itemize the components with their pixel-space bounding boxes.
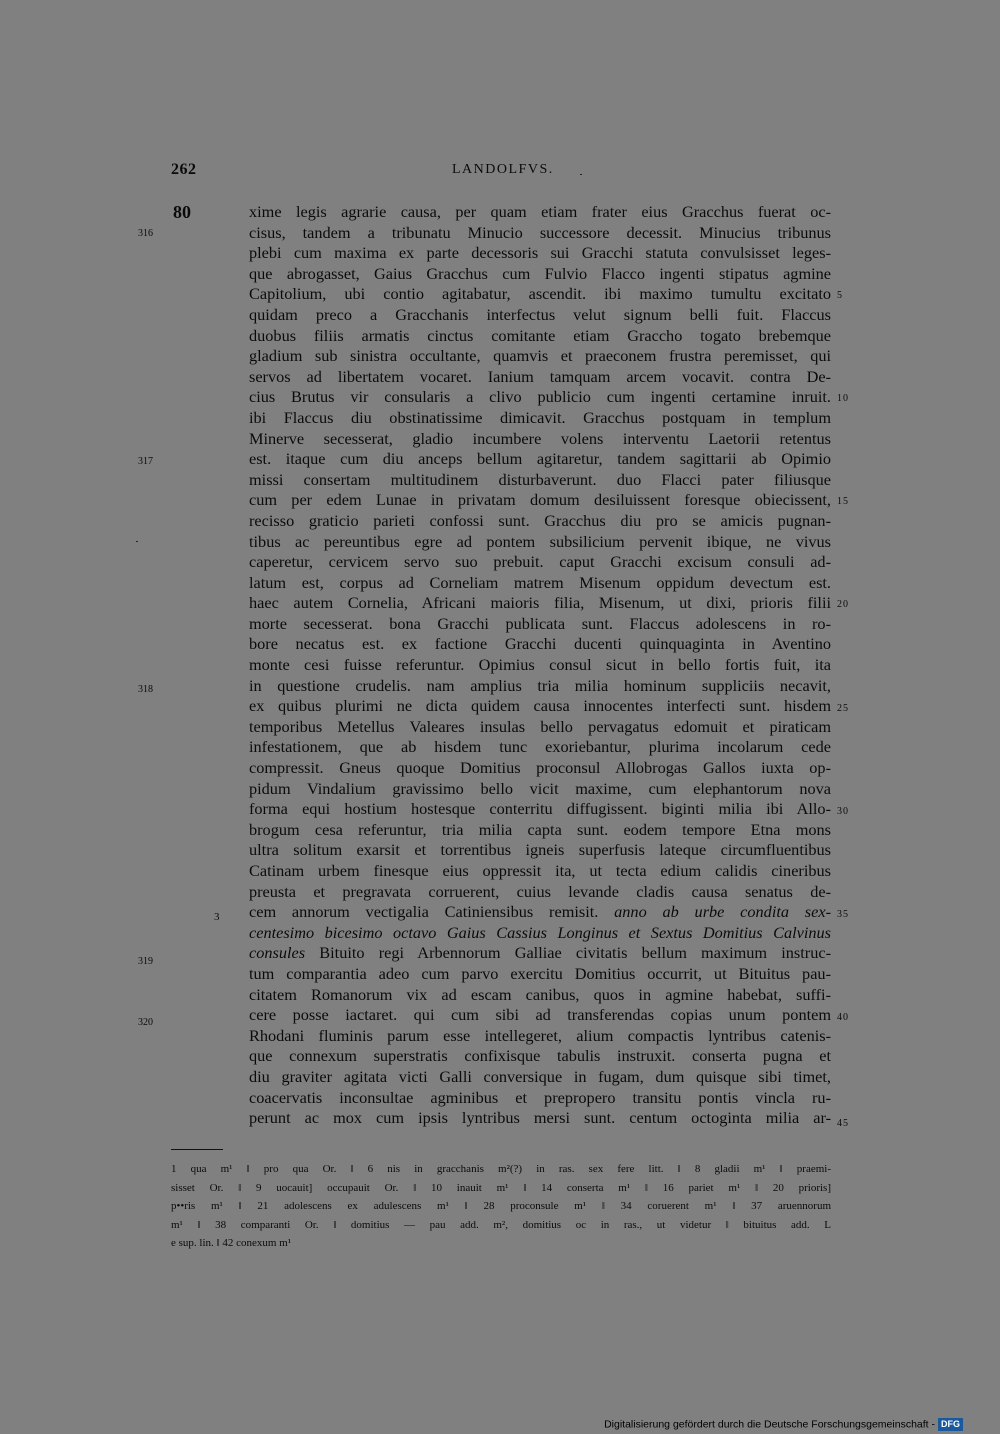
margin-ref: 320 bbox=[138, 1017, 153, 1028]
line-number: 5 bbox=[837, 290, 843, 301]
text-line: plebi cum maxima ex parte decessoris sui Gracchi statuta convulsisset leges- bbox=[249, 243, 831, 263]
line-number: 25 bbox=[837, 703, 849, 714]
text-line: latum est, corpus ad Corneliam matrem Misenum oppidum devectum est. bbox=[249, 572, 831, 592]
italic-segment: anno ab urbe condita sex- bbox=[614, 902, 832, 922]
footnote-line: sisset Or. ‖ 9 uocauit] occupauit Or. ‖ 10 inauit m¹ ‖ 14 conserta m¹ ‖ 16 pariet m¹ ‖ 20 prioris] bbox=[171, 1181, 831, 1194]
text-line: pidum Vindalium gravissimo bello vicit maxime, cum elephantorum nova bbox=[249, 778, 831, 798]
text-line: haec autem Cornelia, Africani maioris filia, Misenum, ut dixi, prioris filii bbox=[249, 593, 831, 613]
text-line: coacervatis inconsultae agminibus et prepropero transitu pontis vincla ru- bbox=[249, 1087, 831, 1107]
text-line: recisso graticio parieti confossi sunt. Gracchus diu pro se amicis pugnan- bbox=[249, 510, 831, 530]
text-line: Catinam urbem finesque eius oppressit ita, ut tecta edium calidis cineribus bbox=[249, 861, 831, 880]
text-line: Minerve secesserat, gladio incumbere volens interventu Laetorii retentus bbox=[249, 428, 831, 448]
dfg-logo-badge: DFG bbox=[938, 1418, 963, 1431]
text-line: bore necatus est. ex factione Gracchi ducenti quinquaginta in Aventino bbox=[249, 634, 831, 654]
footnote-rule bbox=[171, 1149, 223, 1150]
text-line: ibi Flaccus diu obstinatissime dimicavit. Gracchus postquam in templum bbox=[249, 407, 831, 427]
text-line: missi consertam multitudinem disturbaverunt. duo Flacci pater filiusque bbox=[249, 469, 831, 489]
text-segment: Bituito regi Arbennorum Galliae civitatis bellum maximum instruc- bbox=[319, 943, 831, 963]
text-line: quidam preco a Gracchanis interfectus velut signum belli fuit. Flaccus bbox=[249, 304, 831, 324]
margin-ref: 316 bbox=[138, 228, 153, 239]
speck bbox=[136, 541, 138, 542]
text-line: forma equi hostium hostesque conterritu diffugissent. biginti milia ibi Allo- bbox=[249, 799, 831, 819]
text-line: est. itaque cum diu anceps bellum agitaretur, tandem sagittarii ab Opimio bbox=[249, 449, 831, 469]
text-line: brogum cesa referuntur, tria milia capta sunt. eodem tempore Etna mons bbox=[249, 819, 831, 839]
line-number: 10 bbox=[837, 393, 849, 404]
text-line: Capitolium, ubi contio agitabatur, ascendit. ibi maximo tumultu excitato bbox=[249, 284, 831, 304]
text-line-mixed bbox=[249, 902, 831, 923]
page-number: 262 bbox=[171, 161, 197, 178]
text-line-mixed bbox=[249, 943, 831, 964]
italic-segment: consules bbox=[249, 943, 306, 963]
text-line: infestationem, que ab hisdem tunc exoriebantur, plurima incolarum cede bbox=[249, 737, 831, 757]
text-line: ex quibus plurimi ne dicta quidem causa innocentes interfecti sunt. hisdem bbox=[249, 696, 831, 716]
text-line: in questione crudelis. nam amplius tria milia hominum suppliciis necavit, bbox=[249, 675, 831, 695]
text-line: monte cesi fuisse referuntur. Opimius consul sicut in bello fortis fuit, ita bbox=[249, 655, 831, 675]
footnote-line: 1 qua m¹ ‖ pro qua Or. ‖ 6 nis in gracchanis m²(?) in ras. sex fere litt. ‖ 8 gladii m¹ ‖ praemi- bbox=[171, 1163, 831, 1175]
line-number: 40 bbox=[837, 1012, 849, 1023]
footnote-line: p••ris m¹ ‖ 21 adolescens ex adulescens m¹ ‖ 28 proconsule m¹ ‖ 34 coruerent m¹ ‖ 37 aruennorum bbox=[171, 1200, 831, 1212]
text-line: tibus ac pereuntibus egre ad pontem subsilicium pervenit ibique, ne vivus bbox=[249, 531, 831, 551]
line-number: 20 bbox=[837, 599, 849, 610]
italic-segment: centesimo bicesimo octavo Gaius Cassius Longinus et Sextus Domitius Calvinus bbox=[249, 922, 831, 942]
text-line-italic bbox=[249, 923, 831, 944]
text-line: morte secesserat. bona Gracchi publicata sunt. Flaccus adolescens in ro- bbox=[249, 613, 831, 633]
text-line: xime legis agrarie causa, per quam etiam frater eius Gracchus fuerat oc- bbox=[249, 202, 831, 221]
speck bbox=[580, 174, 582, 175]
text-line: que connexum superstratis confixisque tabulis instruxit. conserta pugna et bbox=[249, 1046, 831, 1066]
text-segment: cem annorum vectigalia Catiniensibus remisit. bbox=[249, 902, 599, 922]
text-line: servos ad libertatem vocaret. Ianium tamquam arcem vocavit. contra De- bbox=[249, 366, 831, 386]
line-number: 15 bbox=[837, 496, 849, 507]
text-line: gladium sub sinistra occultante, quamvis et praeconem frustra peremisset, qui bbox=[249, 346, 831, 366]
text-line: perunt ac mox cum ipsis lyntribus mersi sunt. centum octoginta milia ar- bbox=[249, 1108, 831, 1128]
margin-ref: 3 bbox=[214, 911, 220, 923]
chapter-number: 80 bbox=[173, 202, 191, 222]
text-line: temporibus Metellus Valeares insulas bello pervagatus edomuit et piraticam bbox=[249, 716, 831, 736]
text-line: que abrogasset, Gaius Gracchus cum Fulvio Flacco ingenti stipatus agmine bbox=[249, 263, 831, 283]
text-line: caperetur, cervicem servo suo prebuit. caput Gracchi excisum consuli ad- bbox=[249, 552, 831, 572]
text-line: cere posse iactaret. qui cum sibi ad transferendas copias unum pontem bbox=[249, 1005, 831, 1025]
main-text bbox=[249, 202, 831, 1129]
line-number: 35 bbox=[837, 909, 849, 920]
text-line: duobus filiis armatis cinctus comitante etiam Graccho togato brebemque bbox=[249, 325, 831, 345]
margin-ref: 319 bbox=[138, 956, 153, 967]
text-line: compressit. Gneus quoque Domitius proconsul Allobrogas Gallos iuxta op- bbox=[249, 758, 831, 778]
page-header bbox=[0, 161, 1000, 183]
critical-apparatus bbox=[171, 1160, 831, 1253]
footnote-line: e sup. lin. ‖ 42 conexum m¹ bbox=[171, 1237, 292, 1249]
text-line: cius Brutus vir consularis a clivo publicio cum ingenti certamine inruit. bbox=[249, 387, 831, 407]
text-line: cisus, tandem a tribunatu Minucio successore decessit. Minucius tribunus bbox=[249, 222, 831, 242]
text-line: cum per edem Lunae in privatam domum desiluissent foresque obiecissent, bbox=[249, 490, 831, 510]
text-line: tum comparantia adeo cum parvo exercitu Domitius occurrit, ut Bituitus pau- bbox=[249, 963, 831, 983]
margin-ref: 318 bbox=[138, 684, 153, 695]
margin-ref: 317 bbox=[138, 456, 153, 467]
footnote-line: m¹ ‖ 38 comparanti Or. ‖ domitius — pau add. m², domitius oc in ras., ut videtur ‖ bituitus add. L bbox=[171, 1218, 831, 1231]
digitization-credit bbox=[604, 1418, 963, 1431]
text-line: preusta et pregravata corruerent, cuius levande cladis causa senatus de- bbox=[249, 881, 831, 901]
text-line: ultra solitum exarsit et torrentibus igneis superfusis lateque circumfluentibus bbox=[249, 840, 831, 860]
line-number: 45 bbox=[837, 1118, 849, 1129]
text-line: diu graviter agitata victi Galli conversique in fugam, dum quisque sibi timet, bbox=[249, 1066, 831, 1086]
credit-text: Digitalisierung gefördert durch die Deutsche Forschungsgemeinschaft - bbox=[604, 1418, 935, 1431]
running-head: LANDOLFVS. bbox=[452, 162, 554, 177]
line-number: 30 bbox=[837, 806, 849, 817]
text-line: citatem Romanorum vix ad escam canibus, quos in agmine habebat, suffi- bbox=[249, 984, 831, 1004]
text-line: Rhodani fluminis parum esse intellegeret, alium compactis lyntribus catenis- bbox=[249, 1025, 831, 1045]
